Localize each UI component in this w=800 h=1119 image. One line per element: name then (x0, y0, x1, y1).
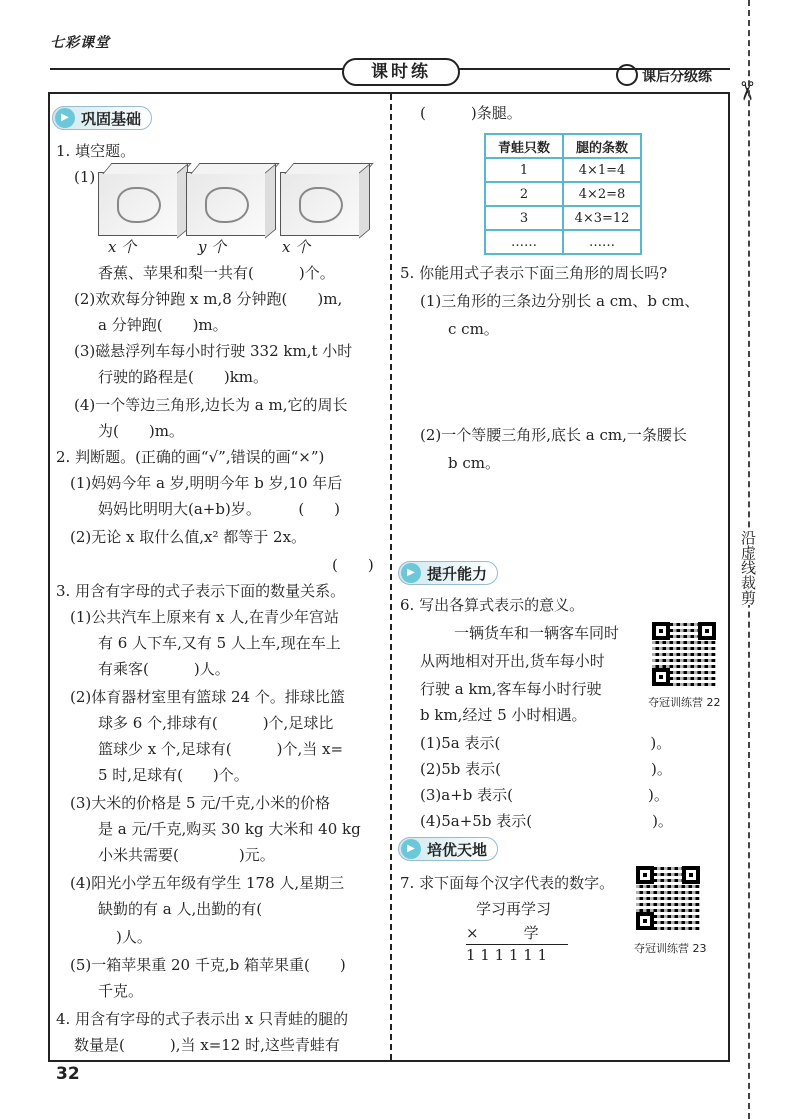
q3-title: 3. 用含有字母的式子表示下面的数量关系。 (56, 582, 346, 600)
q5-1-text-cont: c cm。 (448, 320, 499, 338)
apple-count: y 个 (198, 238, 227, 256)
apple-icon (205, 187, 249, 223)
q1-2-text-cont: a 分钟跑( )m。 (98, 316, 228, 334)
q2-2-text: (2)无论 x 取什么值,x² 都等于 2x。 (70, 528, 307, 546)
play-icon: ▶ (401, 839, 421, 859)
q3-4-text-cont1: 缺勤的有 a 人,出勤的有( (98, 900, 263, 918)
pear-box (280, 172, 360, 236)
q4-text-cont: 数量是( ),当 x=12 时,这些青蛙有 (74, 1036, 340, 1054)
section-excellence: ▶ 培优天地 (398, 837, 498, 861)
q3-2-text-cont1: 球多 6 个,排球有( )个,足球比 (98, 714, 334, 732)
cut-line-label: 沿虚线裁剪 (739, 530, 757, 605)
q6-text-1: 一辆货车和一辆客车同时 (454, 624, 620, 642)
table-row (485, 206, 641, 230)
q5-title: 5. 你能用式子表示下面三角形的周长吗? (400, 264, 668, 282)
pear-count: x 个 (282, 238, 311, 256)
table-header: 腿的条数 (563, 134, 641, 158)
scissors-icon: ✂ (730, 80, 761, 102)
q3-1-text-cont1: 有 6 人下车,又有 5 人上车,现在车上 (98, 634, 341, 652)
table-cell: 1 (485, 158, 563, 182)
q3-4-text-cont2: )人。 (116, 928, 152, 946)
q5-2-text: (2)一个等腰三角形,底长 a cm,一条腰长 (420, 426, 687, 444)
q3-3-text: (3)大米的价格是 5 元/千克,小米的价格 (70, 794, 331, 812)
play-icon: ▶ (55, 108, 75, 128)
table-row (485, 182, 641, 206)
q3-2-text-cont2: 篮球少 x 个,足球有( )个,当 x= (98, 740, 344, 758)
table-cell: 2 (485, 182, 563, 206)
q3-2-text-cont3: 5 时,足球有( )个。 (98, 766, 249, 784)
lesson-title: 课时练 (342, 58, 460, 86)
q2-1-text-cont: 妈妈比明明大(a+b)岁。 ( ) (98, 500, 341, 518)
table-cell: 4×1=4 (563, 158, 641, 182)
q1-1-label: (1) (74, 168, 96, 186)
q1-4-text-cont: 为( )m。 (98, 422, 184, 440)
page-number: 32 (56, 1064, 80, 1084)
banana-count: x 个 (108, 238, 137, 256)
puzzle-result: 1 1 1 1 1 1 (466, 946, 548, 964)
table-header-row (485, 134, 641, 158)
table-cell: …… (563, 230, 641, 254)
q6-text-4: b km,经过 5 小时相遇。 (420, 706, 587, 724)
q2-title: 2. 判断题。(正确的画“√”,错误的画“×”) (56, 448, 325, 466)
q6-2-text: (2)5b 表示( )。 (420, 760, 672, 778)
q3-2-text: (2)体育器材室里有篮球 24 个。排球比篮 (70, 688, 345, 706)
q1-4-text: (4)一个等边三角形,边长为 a m,它的周长 (74, 396, 348, 414)
q4-text-end: ( )条腿。 (420, 104, 522, 122)
q6-text-3: 行驶 a km,客车每小时行驶 (420, 680, 602, 698)
puzzle-rule (466, 944, 568, 945)
q6-4-text: (4)5a+5b 表示( )。 (420, 812, 673, 830)
table-header: 青蛙只数 (485, 134, 563, 158)
qr-code-icon[interactable] (652, 622, 716, 686)
qr-caption: 夺冠训练营 23 (634, 942, 707, 955)
q7-title: 7. 求下面每个汉字代表的数字。 (400, 874, 615, 892)
q3-3-text-cont2: 小米共需要( )元。 (98, 846, 275, 864)
pear-icon (299, 187, 343, 223)
q5-1-text: (1)三角形的三条边分别长 a cm、b cm、 (420, 292, 700, 310)
q6-1-text: (1)5a 表示( )。 (420, 734, 672, 752)
q6-3-text: (3)a+b 表示( )。 (420, 786, 669, 804)
frog-legs-table (484, 133, 642, 255)
brand-logo: 七彩课堂 (50, 35, 110, 51)
section-improve: ▶ 提升能力 (398, 561, 498, 585)
table-cell: 3 (485, 206, 563, 230)
q5-2-text-cont: b cm。 (448, 454, 500, 472)
q2-2-answer: ( ) (332, 556, 374, 574)
q1-3-text: (3)磁悬浮列车每小时行驶 332 km,t 小时 (74, 342, 353, 360)
column-divider (390, 94, 392, 1060)
puzzle-multiplier: × 学 (466, 924, 539, 942)
puzzle-multiplicand: 学习再学习 (476, 900, 552, 918)
q4-title: 4. 用含有字母的式子表示出 x 只青蛙的腿的 (56, 1010, 349, 1028)
q2-1-text: (1)妈妈今年 a 岁,明明今年 b 岁,10 年后 (70, 474, 343, 492)
table-row (485, 230, 641, 254)
q3-3-text-cont1: 是 a 元/千克,购买 30 kg 大米和 40 kg (98, 820, 361, 838)
table-cell: 4×2=8 (563, 182, 641, 206)
q3-4-text: (4)阳光小学五年级有学生 178 人,星期三 (70, 874, 345, 892)
table-cell: 4×3=12 (563, 206, 641, 230)
apple-box (186, 172, 266, 236)
q3-1-text: (1)公共汽车上原来有 x 人,在青少年宫站 (70, 608, 340, 626)
q3-1-text-cont2: 有乘客( )人。 (98, 660, 230, 678)
table-cell: …… (485, 230, 563, 254)
play-icon: ▶ (401, 563, 421, 583)
q1-1-text: 香蕉、苹果和梨一共有( )个。 (98, 264, 335, 282)
q3-5-text-cont: 千克。 (98, 982, 144, 1000)
banana-icon (117, 187, 161, 223)
q6-text-2: 从两地相对开出,货车每小时 (420, 652, 605, 670)
q1-3-text-cont: 行驶的路程是( )km。 (98, 368, 269, 386)
section-basic: ▶ 巩固基础 (52, 106, 152, 130)
q1-title: 1. 填空题。 (56, 142, 136, 160)
after-class-label: 课后分级练 (642, 69, 712, 85)
qr-caption: 夺冠训练营 22 (648, 696, 721, 709)
q1-2-text: (2)欢欢每分钟跑 x m,8 分钟跑( )m, (74, 290, 343, 308)
q3-5-text: (5)一箱苹果重 20 千克,b 箱苹果重( ) (70, 956, 346, 974)
qr-code-icon[interactable] (636, 866, 700, 930)
table-row (485, 158, 641, 182)
banana-box (98, 172, 178, 236)
q6-title: 6. 写出各算式表示的意义。 (400, 596, 585, 614)
